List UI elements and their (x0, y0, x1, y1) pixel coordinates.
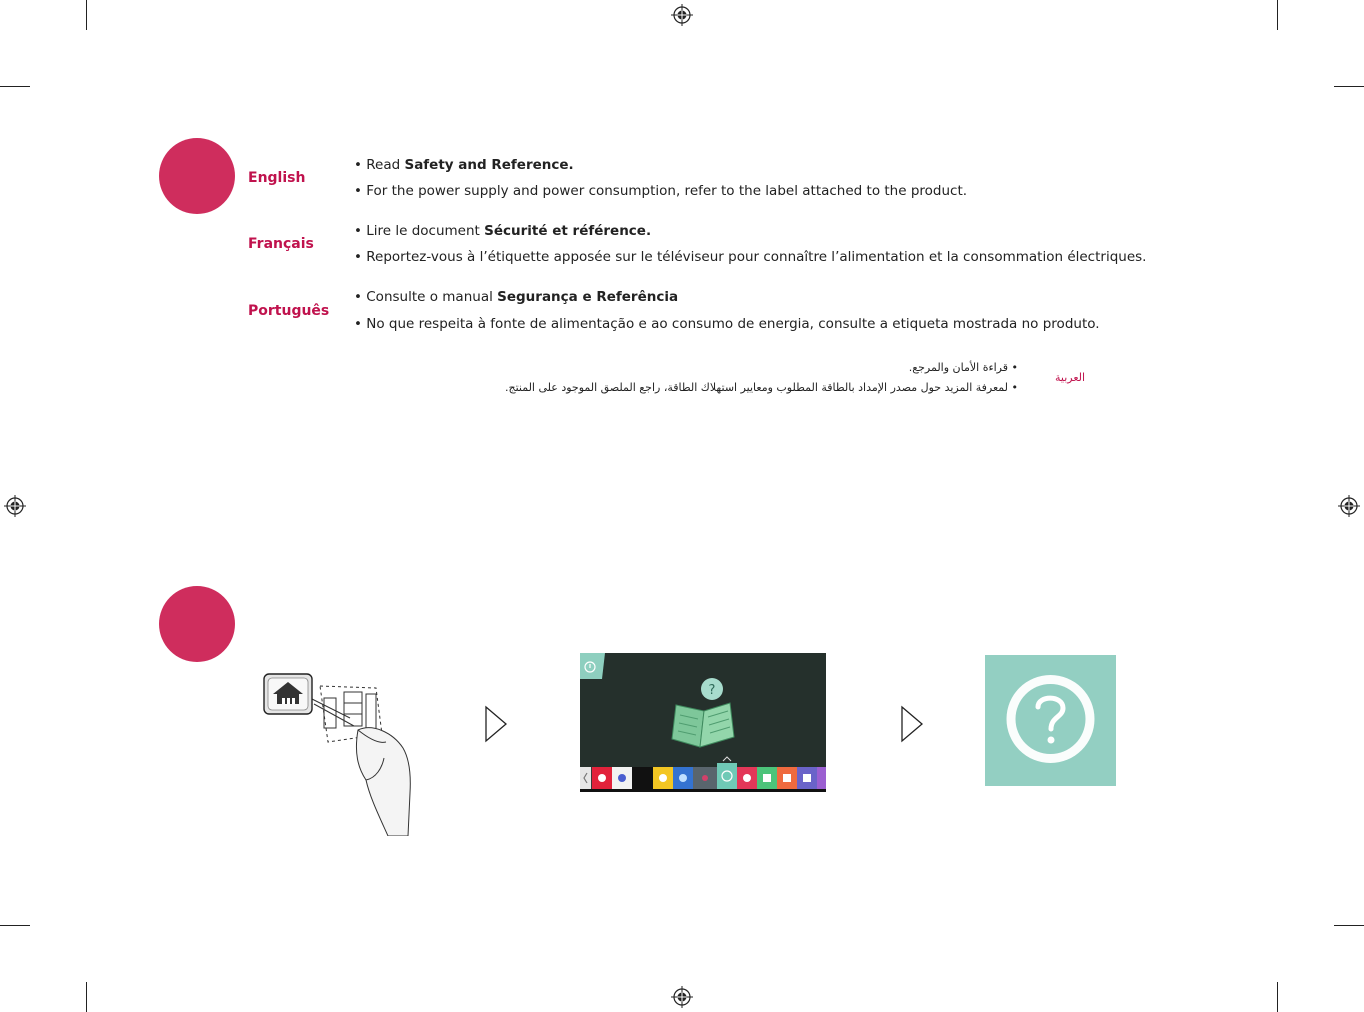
crop-mark (86, 0, 87, 30)
lang-label-portuguese: Português (248, 303, 330, 319)
tv-screen-content (580, 653, 826, 792)
lang-label-arabic: العربية (1055, 371, 1086, 384)
question-mark-icon (985, 655, 1116, 786)
crop-mark (1277, 982, 1278, 1012)
arrow-right-icon (484, 705, 508, 743)
french-line-2: • Reportez-vous à l’étiquette apposée sur le téléviseur pour connaître l’alimentation et la consommation électriques. (354, 249, 1147, 265)
registration-mark-icon (4, 495, 26, 517)
help-tile (985, 655, 1116, 786)
crop-mark (1334, 925, 1364, 926)
svg-text:?: ? (708, 683, 716, 698)
french-line-1: • Lire le document Sécurité et référence. (354, 223, 652, 239)
registration-mark-icon (671, 4, 693, 26)
crop-mark (0, 925, 30, 926)
remote-hand-illustration (258, 668, 418, 836)
lang-label-french: Français (248, 236, 314, 252)
registration-mark-icon (671, 986, 693, 1008)
arrow-right-icon (900, 705, 924, 743)
registration-mark-icon (1338, 495, 1360, 517)
arabic-line-2: • لمعرفة المزيد حول مصدر الإمداد بالطاقة المطلوب ومعايير استهلاك الطاقة، راجع الملصق الموجود على المنتج. (504, 381, 1018, 394)
english-line-1: • Read Safety and Reference. (354, 157, 574, 173)
crop-mark (1277, 0, 1278, 30)
tv-screen (580, 653, 826, 792)
english-line-2: • For the power supply and power consumption, refer to the label attached to the product. (354, 183, 968, 199)
portuguese-line-2: • No que respeita à fonte de alimentação e ao consumo de energia, consulte a etiqueta mostrada no produto. (354, 316, 1100, 332)
home-icon (272, 682, 273, 683)
lang-label-english: English (248, 170, 306, 186)
arabic-line-1: • قراءة الأمان والمرجع. (908, 361, 1018, 374)
crop-mark (1334, 86, 1364, 87)
crop-mark (0, 86, 30, 87)
crop-mark (86, 982, 87, 1012)
step-2-circle (159, 586, 235, 662)
step-1-circle (159, 138, 235, 214)
portuguese-line-1: • Consulte o manual Segurança e Referência (354, 289, 679, 305)
